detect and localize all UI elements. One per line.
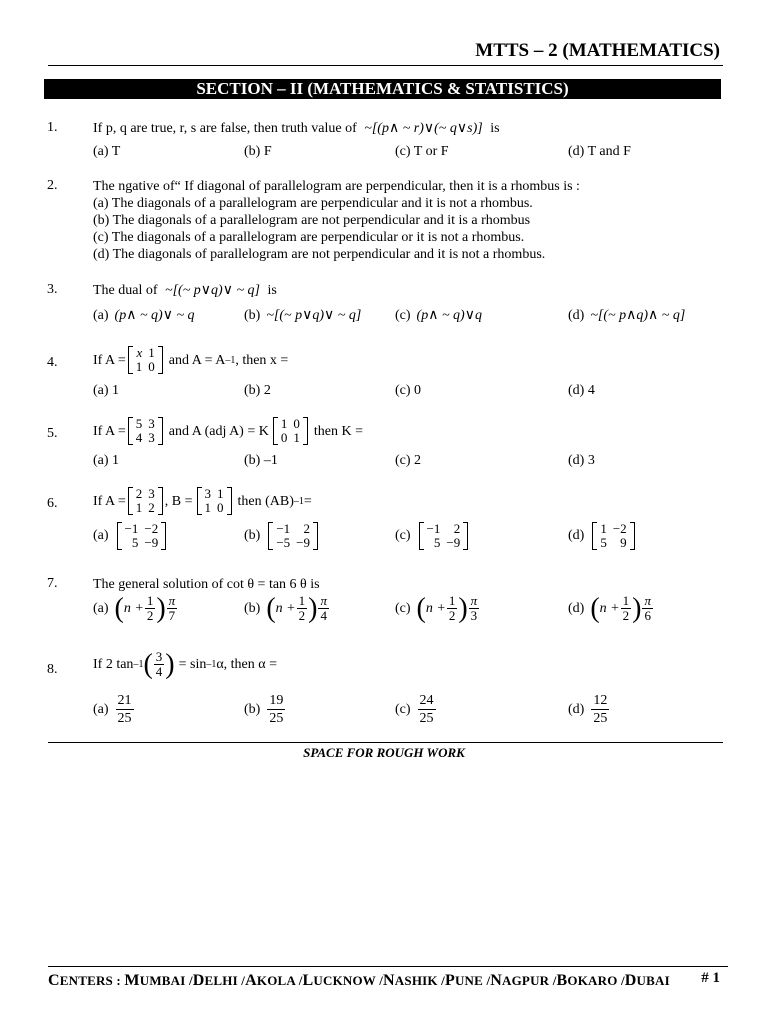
question-number: 6. [47,496,58,511]
rough-work-label: SPACE FOR ROUGH WORK [303,745,465,760]
matrix-cell: 4 [135,430,143,445]
matrix-cell: −9 [144,535,159,550]
option-d[interactable]: (d) 3 [568,453,595,468]
fraction-half: $\frac{1}{2}$ [146,593,154,623]
option-a[interactable]: (a) 1 [93,453,120,468]
center-name: NASHIK / [383,972,445,989]
option-matrix [117,522,167,550]
matrix-b [197,487,232,515]
question-mid: and A = A [168,352,226,368]
logic-expression: ~[(~ p∨q)∨ ~ q] [165,283,260,298]
option-label: (d) [568,307,585,323]
option-a[interactable] [93,692,135,727]
question-2-text: The ngative of“ If diagonal of parallelogram are perpendicular, then it is a rhombus is : [93,179,580,194]
fraction-pi: $\frac{\pi}{7}$ [168,593,176,623]
matrix-cell: −9 [446,535,461,550]
option-expression: ~[(~ p∨q)∨ ~ q] [266,308,362,323]
center-name: DELHI / [192,972,246,989]
matrix-cell: 1 [600,521,607,536]
option-c[interactable]: (c) 2 [395,453,422,468]
matrix-cell: −1 [426,521,441,536]
option-expression: ~[(~ p∧q)∧ ~ q] [590,308,686,323]
matrix-cell: 1 [135,500,143,515]
option-c[interactable]: (c) 0 [395,383,422,398]
matrix-cell: 5 [135,416,143,431]
option-d[interactable] [568,692,610,727]
question-1-text [93,120,500,137]
option-b[interactable] [244,307,361,324]
fraction-half: $\frac{1}{2}$ [622,593,630,623]
matrix-cell: 3 [148,416,155,431]
option-a[interactable]: (a) The diagonals of a parallelogram are perpendicular and it is not a rhombus. [93,196,533,211]
option-label: (c) [395,307,411,323]
question-7-text: The general solution of cot θ = tan 6 θ is [93,577,320,592]
option-label: (c) [395,528,411,543]
center-name: AKOLA / [245,972,303,989]
option-b[interactable]: (b) F [244,144,272,159]
option-fraction: $\frac{21}{25}$ [117,693,132,726]
option-label: (b) [244,600,261,616]
option-matrix [419,522,469,550]
question-text: If A = [93,423,126,439]
question-tail: then K = [313,423,363,439]
superscript: –1 [133,659,144,670]
question-8-text: If 2 tan –1 ( $\frac{3}{4}$ ) = sin –1 α, then α = [93,648,277,680]
matrix-identity [273,417,308,445]
matrix-cell: 5 [131,535,139,550]
matrix-a [128,487,163,515]
question-tail: α, then α = [216,657,277,672]
center-name: PUNE / [444,972,491,989]
matrix-cell: 0 [217,500,224,515]
header-rule [48,65,723,66]
question-number: 5. [47,426,58,441]
matrix-cell: 1 [204,500,212,515]
section-title: SECTION – II (MATHEMATICS & STATISTICS) [44,79,721,99]
option-b[interactable] [244,522,320,550]
option-fraction: $\frac{24}{25}$ [419,693,434,726]
matrix-cell: 3 [148,486,155,501]
matrix-cell: 1 [217,486,224,501]
option-c[interactable] [395,692,437,727]
question-5-text [93,417,363,445]
question-mid: , B = [164,493,193,509]
question-tail: is [490,121,500,136]
question-text: If A = [93,352,126,368]
option-d[interactable]: (d) 4 [568,383,595,398]
option-d[interactable]: (d) The diagonals of parallelogram are not perpendicular and it is not a rhombus. [93,247,546,262]
question-end: = [303,493,312,509]
rough-work-rule [48,742,723,743]
fraction-half: $\frac{1}{2}$ [298,593,306,623]
question-mid: = sin [178,657,207,672]
option-label: (c) [395,600,411,616]
page-header-title: MTTS – 2 (MATHEMATICS) [475,40,720,61]
matrix-cell: 1 [293,430,300,445]
matrix-cell: 1 [280,416,288,431]
question-number: 8. [47,662,58,677]
question-mid: and A (adj A) = K [168,423,269,439]
option-expression: (p∧ ~ q)∨q [416,308,482,323]
question-text: If 2 tan [93,657,134,672]
logic-expression: ~[(p∧ ~ r)∨(~ q∨s)] [364,121,483,136]
option-a[interactable]: (a) ( n + $\frac{1}{2}$ ) $\frac{\pi}{7}$ [93,592,176,624]
option-label: (d) [568,600,585,616]
center-name: DUBAI [624,972,670,989]
fraction-pi: $\frac{\pi}{6}$ [644,593,651,623]
fraction-half: $\frac{1}{2}$ [448,593,456,623]
page-number: # 1 [701,970,720,986]
term-n: n + [123,600,144,616]
question-number: 2. [47,178,58,193]
matrix-cell: 2 [135,486,143,501]
matrix-cell: 3 [148,430,155,445]
option-d[interactable] [568,522,637,550]
option-label: (a) [93,307,109,323]
question-tail: , then x = [235,352,289,368]
option-d[interactable]: (d) ( n + $\frac{1}{2}$ ) $\frac{\pi}{6}$ [568,592,651,624]
option-fraction: $\frac{19}{25}$ [269,693,284,726]
matrix-cell: −9 [296,535,311,550]
option-c[interactable] [395,307,482,324]
option-a[interactable]: (a) T [93,144,121,159]
center-name: NAGPUR / [490,972,557,989]
option-label: (d) [568,528,585,543]
question-number: 1. [47,120,58,135]
question-text: The dual of [93,283,158,298]
matrix-a [128,417,163,445]
option-b[interactable]: (b) ( n + $\frac{1}{2}$ ) $\frac{\pi}{4}$ [244,592,327,624]
option-label: (d) [568,701,585,717]
fraction-pi: $\frac{\pi}{4}$ [320,593,327,623]
matrix-cell: −5 [276,535,291,550]
option-d[interactable] [568,307,685,324]
option-b[interactable]: (b) The diagonals of a parallelogram are not perpendicular and it is a rhombus [93,213,531,228]
matrix-cell: −2 [612,521,627,536]
term-n: n + [425,600,446,616]
question-number: 7. [47,576,58,591]
option-fraction: $\frac{12}{25}$ [593,693,608,726]
option-a[interactable]: (a) 1 [93,383,120,398]
option-matrix [268,522,318,550]
question-3-text [93,282,277,299]
option-c[interactable]: (c) T or F [395,144,449,159]
option-label: (b) [244,701,261,717]
term-n: n + [275,600,296,616]
option-label: (a) [93,528,109,543]
term-n: n + [599,600,620,616]
option-label: (a) [93,701,109,717]
superscript: –1 [206,659,217,670]
matrix-cell: 2 [453,521,461,536]
center-name: CENTERS : [48,972,125,989]
option-b[interactable]: (b) 2 [244,383,271,398]
matrix-cell: −1 [276,521,291,536]
matrix-cell: 5 [600,535,607,550]
matrix-cell: 9 [620,535,627,550]
fraction-three-quarters: $\frac{3}{4}$ [155,649,163,679]
option-c[interactable]: (c) ( n + $\frac{1}{2}$ ) $\frac{\pi}{3}$ [395,592,478,624]
matrix-cell: 1 [135,359,143,374]
matrix-cell: 0 [293,416,300,431]
question-tail: is [267,283,277,298]
footer-rule [48,966,728,967]
option-label: (b) [244,528,261,543]
option-matrix [592,522,634,550]
option-a[interactable] [93,307,195,324]
matrix-cell: 3 [204,486,212,501]
matrix-cell: 5 [433,535,441,550]
option-expression: (p∧ ~ q)∨ ~ q [114,308,195,323]
matrix-cell: −2 [144,521,159,536]
option-label: (b) [244,307,261,323]
superscript: –1 [225,354,236,366]
question-text: If A = [93,493,126,509]
question-tail: then (AB) [237,493,294,509]
superscript: –1 [293,495,304,507]
option-c[interactable] [395,522,470,550]
question-number: 4. [47,355,58,370]
matrix-cell: x [136,345,143,360]
footer-centers [48,972,670,990]
center-name: LUCKNOW / [302,972,384,989]
matrix-cell: 0 [280,430,288,445]
question-text: If p, q are true, r, s are false, then truth value of [93,121,357,136]
option-a[interactable] [93,522,168,550]
option-label: (c) [395,701,411,717]
option-c[interactable]: (c) The diagonals of a parallelogram are perpendicular or it is not a rhombus. [93,230,525,245]
question-6-text [93,487,312,515]
option-b[interactable]: (b) –1 [244,453,278,468]
matrix-cell: 1 [148,345,155,360]
option-b[interactable] [244,692,286,727]
matrix-cell: −1 [124,521,139,536]
matrix-cell: 2 [148,500,155,515]
question-number: 3. [47,282,58,297]
center-name: BOKARO / [556,972,625,989]
option-label: (a) [93,600,109,616]
question-4-text [93,346,288,374]
matrix-cell: 0 [148,359,155,374]
option-d[interactable]: (d) T and F [568,144,631,159]
center-name: MUMBAI / [124,972,193,989]
matrix-a [128,346,163,374]
fraction-pi: $\frac{\pi}{3}$ [470,593,478,623]
matrix-cell: 2 [303,521,311,536]
